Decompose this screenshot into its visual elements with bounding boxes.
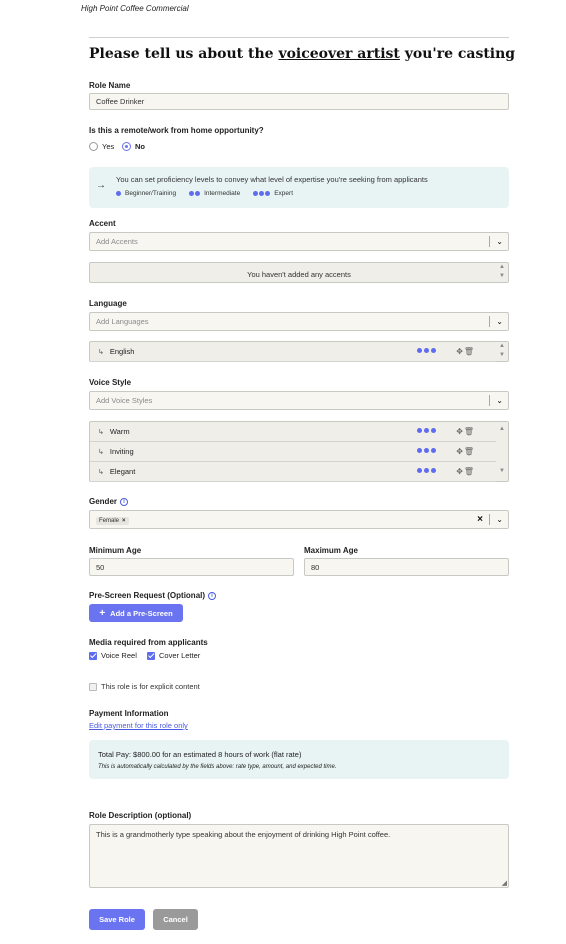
heading-link: voiceover artist	[278, 46, 400, 62]
trash-icon[interactable]: 🗑	[463, 427, 474, 436]
trash-icon[interactable]: 🗑	[463, 347, 474, 356]
media-label: Media required from applicants	[89, 638, 208, 647]
role-name-label: Role Name	[89, 81, 131, 90]
list-item: ↳ English ✥ 🗑	[90, 342, 496, 362]
accent-list	[89, 262, 509, 283]
voice-reel-checkbox[interactable]	[89, 652, 97, 660]
list-item: ↳ Inviting ✥ 🗑	[90, 442, 496, 462]
add-prescreen-button[interactable]: + Add a Pre-Screen	[89, 604, 183, 622]
payment-info-box	[89, 740, 509, 779]
total-pay-text: Total Pay: $800.00 for an estimated 8 hours of work (flat rate)	[98, 750, 302, 759]
role-name-input[interactable]: Coffee Drinker	[89, 93, 509, 110]
prescreen-label: Pre-Screen Request (Optional) i	[89, 591, 216, 600]
move-icon[interactable]: ✥	[456, 427, 463, 436]
proficiency-text: You can set proficiency levels to convey what level of expertise you're seeking from applicants	[116, 175, 428, 184]
max-age-label: Maximum Age	[304, 546, 358, 555]
chevron-down-icon[interactable]: ⌄	[496, 396, 503, 405]
proficiency-dots[interactable]	[417, 428, 436, 433]
payment-label: Payment Information	[89, 709, 169, 718]
scroll-down-icon[interactable]: ▼	[499, 273, 505, 279]
divider	[89, 37, 509, 38]
gender-select[interactable]	[89, 510, 509, 529]
explicit-option[interactable]: This role is for explicit content	[89, 682, 200, 691]
info-icon[interactable]: i	[120, 498, 128, 506]
trash-icon[interactable]: 🗑	[463, 467, 474, 476]
move-icon[interactable]: ✥	[456, 447, 463, 456]
language-label: Language	[89, 299, 127, 308]
proficiency-dots[interactable]	[417, 468, 436, 473]
description-label: Role Description (optional)	[89, 811, 192, 820]
chevron-down-icon[interactable]: ⌄	[496, 317, 503, 326]
gender-chip: Female ×	[96, 515, 129, 525]
max-age-input[interactable]: 80	[304, 558, 509, 576]
save-role-button[interactable]: Save Role	[89, 909, 145, 930]
description-textarea[interactable]: This is a grandmotherly type speaking about the enjoyment of drinking High Point coffee. ◢	[89, 824, 509, 888]
chevron-down-icon[interactable]: ⌄	[496, 515, 503, 524]
chevron-down-icon[interactable]: ⌄	[496, 237, 503, 246]
resize-handle-icon[interactable]: ◢	[501, 880, 507, 887]
scroll-down-icon[interactable]: ▼	[499, 352, 505, 358]
info-icon[interactable]: i	[208, 592, 216, 600]
voice-reel-option[interactable]: Voice Reel	[89, 651, 137, 660]
radio-no[interactable]	[122, 142, 131, 151]
accent-empty-text: You haven't added any accents	[247, 270, 351, 279]
chip-remove-icon[interactable]: ×	[122, 518, 126, 524]
cover-letter-option[interactable]: Cover Letter	[147, 651, 200, 660]
indent-arrow-icon: ↳	[98, 448, 104, 456]
payment-note: This is automatically calculated by the fields above: rate type, amount, and expected time.	[98, 764, 337, 770]
voice-style-label: Voice Style	[89, 378, 132, 387]
accent-select[interactable]: Add Accents ⌄	[89, 232, 509, 251]
gender-label: Gender i	[89, 497, 128, 506]
scroll-up-icon[interactable]: ▲	[499, 264, 505, 270]
remote-yes-option[interactable]: Yes	[89, 142, 114, 151]
indent-arrow-icon: ↳	[98, 348, 104, 356]
min-age-label: Minimum Age	[89, 546, 142, 555]
proficiency-dots[interactable]	[417, 348, 436, 353]
list-item: ↳ Elegant ✥ 🗑	[90, 462, 496, 482]
project-title: High Point Coffee Commercial	[81, 4, 189, 13]
language-list	[89, 341, 509, 362]
remote-no-option[interactable]: No	[122, 142, 145, 151]
page-title: Please tell us about the voiceover artist you're casting	[89, 46, 516, 62]
min-age-input[interactable]: 50	[89, 558, 294, 576]
scroll-up-icon[interactable]: ▲	[499, 426, 505, 432]
cover-letter-checkbox[interactable]	[147, 652, 155, 660]
scroll-down-icon[interactable]: ▼	[499, 468, 505, 474]
remote-question-label: Is this a remote/work from home opportunity?	[89, 126, 264, 135]
proficiency-dots[interactable]	[417, 448, 436, 453]
language-select[interactable]: Add Languages ⌄	[89, 312, 509, 331]
edit-payment-link[interactable]: Edit payment for this role only	[89, 721, 188, 730]
voice-style-list	[89, 421, 509, 482]
cancel-button[interactable]: Cancel	[153, 909, 198, 930]
arrow-right-icon: →	[96, 180, 106, 191]
clear-icon[interactable]: ×	[477, 514, 483, 525]
scroll-up-icon[interactable]: ▲	[499, 343, 505, 349]
list-item: ↳ Warm ✥ 🗑	[90, 422, 496, 442]
voice-style-select[interactable]: Add Voice Styles ⌄	[89, 391, 509, 410]
indent-arrow-icon: ↳	[98, 428, 104, 436]
move-icon[interactable]: ✥	[456, 347, 463, 356]
proficiency-legend: Beginner/Training Intermediate Expert	[116, 190, 293, 197]
move-icon[interactable]: ✥	[456, 467, 463, 476]
radio-yes[interactable]	[89, 142, 98, 151]
accent-label: Accent	[89, 219, 116, 228]
trash-icon[interactable]: 🗑	[463, 447, 474, 456]
plus-icon: +	[99, 607, 106, 619]
proficiency-info-box	[89, 167, 509, 208]
indent-arrow-icon: ↳	[98, 468, 104, 476]
explicit-checkbox[interactable]	[89, 683, 97, 691]
